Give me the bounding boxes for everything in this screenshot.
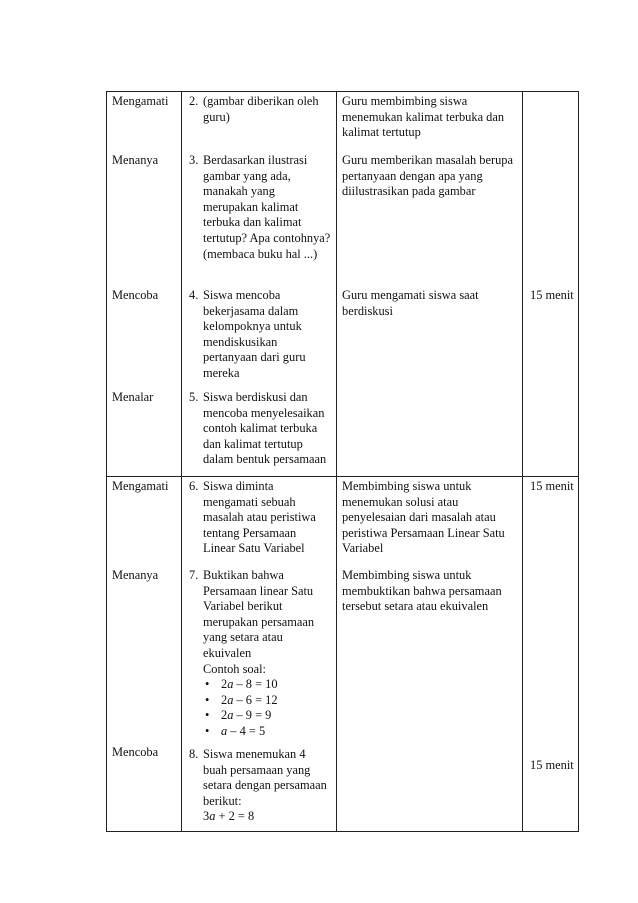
teacher-activity: Membimbing siswa untuk menemukan solusi atau penyelesaian dari masalah atau peristiwa Persamaan Linear Satu Variabel xyxy=(342,479,505,556)
teacher-activity: Guru mengamati siswa saat berdiskusi xyxy=(342,288,479,318)
example-equation: • 2a – 9 = 9 xyxy=(203,708,331,724)
step-text: Buktikan bahwa Persamaan linear Satu Variabel berikut merupakan persamaan yang setara atau ekuivalen xyxy=(203,568,315,660)
activity-label: Mengamati xyxy=(112,94,169,108)
step-item xyxy=(189,390,331,468)
step-number: 5. xyxy=(189,390,199,404)
activity-label: Mencoba xyxy=(112,745,159,759)
table-col-divider xyxy=(522,91,523,832)
teacher-activity: Guru memberikan masalah berupa pertanyaan dengan apa yang diilustrasikan pada gambar xyxy=(342,153,513,199)
example-equation-list xyxy=(203,677,331,739)
example-equation: • 2a – 6 = 12 xyxy=(203,693,331,709)
step-number: 4. xyxy=(189,288,199,302)
step-item xyxy=(189,747,331,825)
teacher-activity: Membimbing siswa untuk membuktikan bahwa persamaan tersebut setara atau ekuivalen xyxy=(342,568,502,614)
step-text: (gambar diberikan oleh guru) xyxy=(203,94,319,124)
step-number: 2. xyxy=(189,94,199,108)
target-equation: 3a + 2 = 8 xyxy=(203,809,255,824)
table-col-divider xyxy=(336,91,337,832)
time-allocation: 15 menit xyxy=(530,758,574,772)
table-border-bottom xyxy=(106,831,579,832)
table-border-top xyxy=(106,91,579,92)
activity-label: Menalar xyxy=(112,390,154,404)
example-equation: • a – 4 = 5 xyxy=(203,724,331,740)
step-text: Siswa diminta mengamati sebuah masalah atau peristiwa tentang Persamaan Linear Satu Variabel xyxy=(203,479,316,556)
example-label: Contoh soal: xyxy=(203,661,266,676)
step-number: 8. xyxy=(189,747,199,761)
teacher-activity: Guru membimbing siswa menemukan kalimat terbuka dan kalimat tertutup xyxy=(342,94,505,140)
time-allocation: 15 menit xyxy=(530,288,574,302)
table-border-right xyxy=(578,91,579,832)
step-text: Berdasarkan ilustrasi gambar yang ada, manakah yang merupakan kalimat terbuka dan kalimat tertutup? Apa contohnya? (membaca buku hal ...) xyxy=(203,153,331,261)
table-row-divider xyxy=(106,476,579,477)
step-text: Siswa mencoba bekerjasama dalam kelompoknya untuk mendiskusikan pertanyaan dari guru mereka xyxy=(203,288,306,380)
step-item xyxy=(189,479,331,557)
step-number: 3. xyxy=(189,153,199,167)
activity-label: Menanya xyxy=(112,568,159,582)
table-border-left xyxy=(106,91,107,832)
step-item xyxy=(189,288,331,382)
time-allocation: 15 menit xyxy=(530,479,574,493)
step-number: 7. xyxy=(189,568,199,582)
step-item xyxy=(189,153,331,262)
table-col-divider xyxy=(181,91,182,832)
step-item xyxy=(189,94,331,125)
lesson-table xyxy=(106,91,579,832)
step-text: Siswa menemukan 4 buah persamaan yang setara dengan persamaan berikut: xyxy=(203,747,327,808)
activity-label: Mencoba xyxy=(112,288,159,302)
example-equation: • 2a – 8 = 10 xyxy=(203,677,331,693)
step-number: 6. xyxy=(189,479,199,493)
step-item xyxy=(189,568,331,740)
activity-label: Mengamati xyxy=(112,479,169,493)
step-text: Siswa berdiskusi dan mencoba menyelesaikan contoh kalimat terbuka dan kalimat tertutup dalam bentuk persamaan xyxy=(203,390,327,467)
activity-label: Menanya xyxy=(112,153,159,167)
